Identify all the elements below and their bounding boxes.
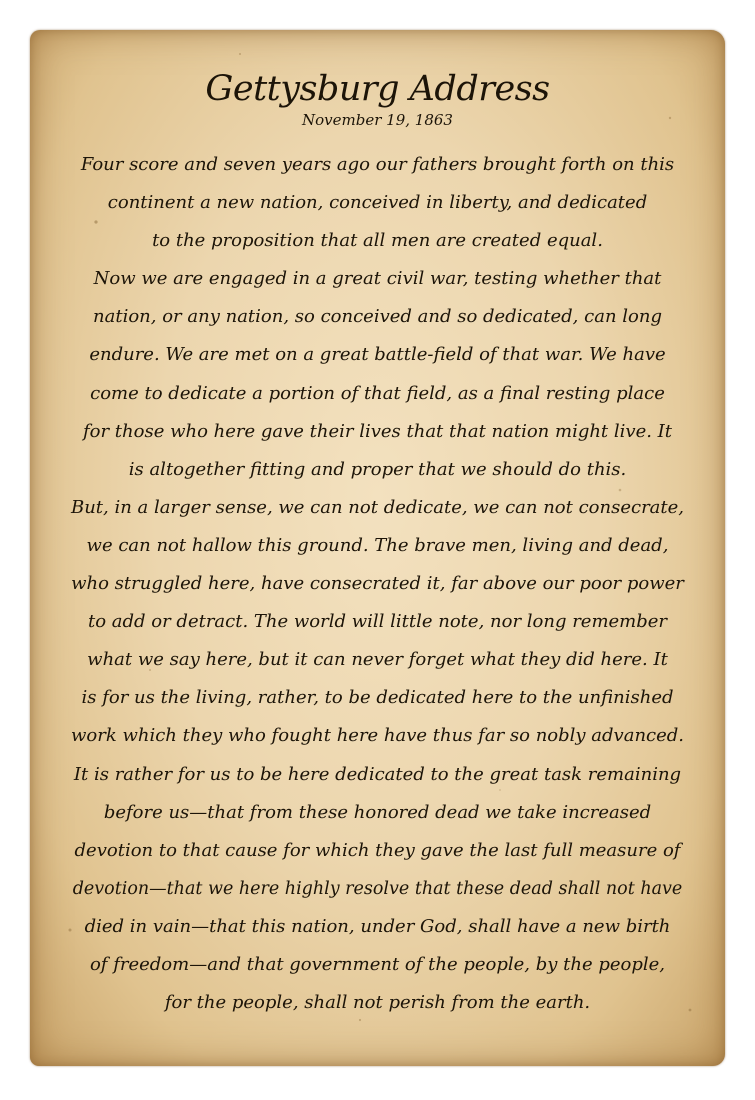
text-line: endure. We are met on a great battle-field of that war. We have: [89, 344, 666, 366]
text-line: nation, or any nation, so conceived and so dedicated, can long: [93, 306, 662, 328]
address-text: [70, 146, 685, 1022]
text-line: we can not hallow this ground. The brave men, living and dead,: [86, 534, 669, 556]
text-line: to add or detract. The world will little note, nor long remember: [87, 611, 668, 633]
text-line: work which they who fought here have thus far so nobly advanced.: [70, 725, 685, 747]
text-line: what we say here, but it can never forget what they did here. It: [87, 649, 668, 671]
text-line: for those who here gave their lives that that nation might live. It: [82, 420, 673, 442]
text-line: is for us the living, rather, to be dedicated here to the unfinished: [81, 687, 674, 709]
text-line: is altogether fitting and proper that we should do this.: [128, 458, 627, 480]
text-line: died in vain—that this nation, under God, shall have a new birth: [84, 915, 671, 937]
text-line: come to dedicate a portion of that field, as a final resting place: [90, 382, 665, 404]
text-line: before us—that from these honored dead we take increased: [103, 801, 652, 823]
document-title: Gettysburg Address: [205, 69, 550, 109]
text-line: for the people, shall not perish from the earth.: [164, 992, 591, 1014]
parchment-page: [30, 30, 725, 1066]
text-line: But, in a larger sense, we can not dedicate, we can not consecrate,: [70, 496, 685, 518]
text-line: of freedom—and that government of the people, by the people,: [89, 953, 666, 975]
text-line: who struggled here, have consecrated it, far above our poor power: [71, 573, 684, 595]
text-line: devotion—that we here highly resolve that these dead shall not have: [72, 878, 683, 899]
document-date: November 19, 1863: [302, 111, 453, 129]
text-line: to the proposition that all men are created equal.: [152, 230, 603, 252]
text-line: continent a new nation, conceived in liberty, and dedicated: [107, 192, 648, 214]
text-line: devotion to that cause for which they gave the last full measure of: [74, 839, 681, 861]
text-line: Now we are engaged in a great civil war, testing whether that: [93, 268, 662, 290]
text-line: It is rather for us to be here dedicated to the great task remaining: [73, 763, 682, 785]
text-line: Four score and seven years ago our fathers brought forth on this: [80, 154, 675, 175]
